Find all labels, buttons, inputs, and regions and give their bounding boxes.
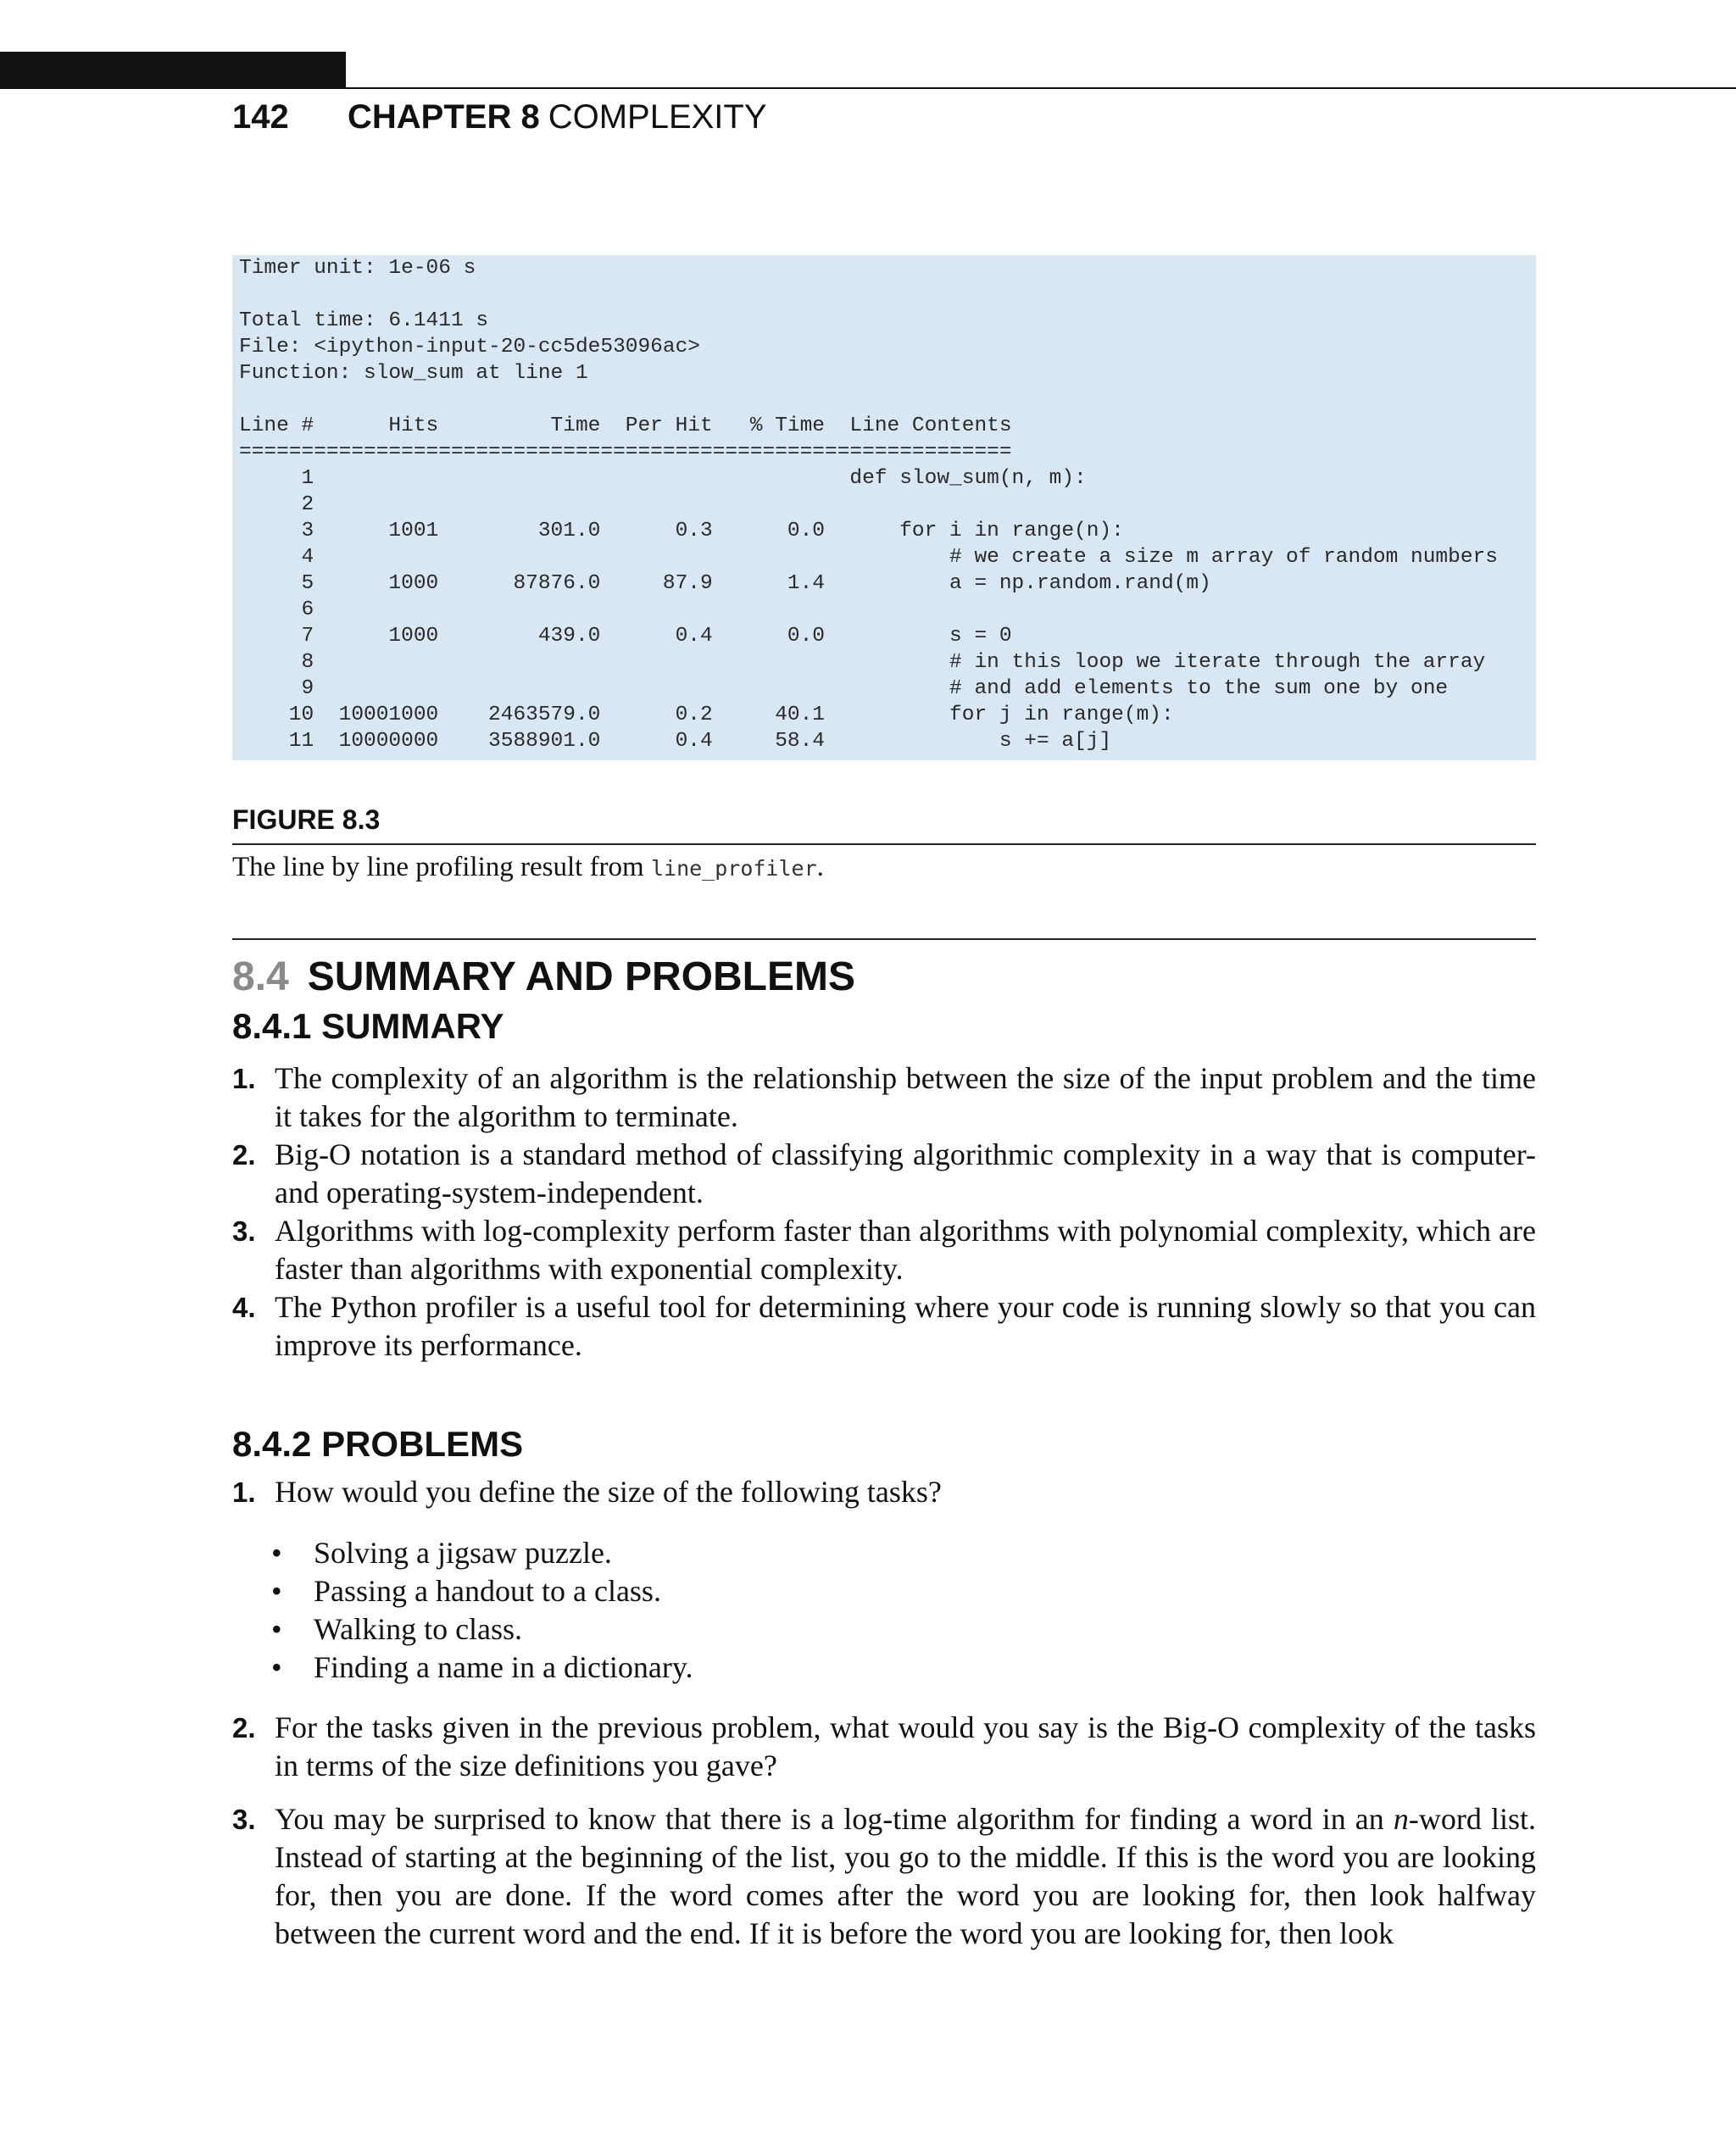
problem-3 bbox=[232, 1800, 1536, 1953]
variable-n: n bbox=[1393, 1802, 1409, 1836]
caption-code: line_profiler bbox=[650, 856, 817, 881]
problem-item: 1. How would you define the size of the following tasks? bbox=[232, 1475, 942, 1509]
caption-text: The line by line profiling result from bbox=[232, 852, 651, 882]
problem-2 bbox=[232, 1709, 1536, 1785]
figure-caption bbox=[232, 848, 824, 888]
page-number: 142 bbox=[232, 98, 289, 136]
code-line: 2 bbox=[239, 493, 314, 516]
figure-rule bbox=[232, 843, 1536, 845]
section-rule bbox=[232, 938, 1536, 940]
problems-heading: 8.4.2 PROBLEMS bbox=[232, 1424, 524, 1464]
profiler-output-box bbox=[232, 255, 1536, 760]
section-title-text: SUMMARY AND PROBLEMS bbox=[307, 954, 855, 999]
task-bullet: • Finding a name in a dictionary. bbox=[271, 1650, 693, 1684]
section-title bbox=[232, 950, 855, 1004]
code-line: Function: slow_sum at line 1 bbox=[239, 362, 588, 385]
code-line: Line # Hits Time Per Hit % Time Line Contents bbox=[239, 414, 1012, 437]
figure-label: FIGURE 8.3 bbox=[232, 804, 381, 835]
task-bullet: • Passing a handout to a class. bbox=[271, 1574, 661, 1608]
summary-item: 2. Big-O notation is a standard method of classifying algorithmic complexity in a way that is computer- and operating-system-independent. bbox=[232, 1137, 1536, 1210]
code-line: 8 # in this loop we iterate through the array bbox=[239, 651, 1486, 674]
summary-item: 4. The Python profiler is a useful tool for determining where your code is running slowly so that you can improve its performance. bbox=[232, 1290, 1536, 1362]
code-line: Total time: 6.1411 s bbox=[239, 309, 489, 332]
summary-list bbox=[232, 1059, 1536, 1365]
code-line: 10 10001000 2463579.0 0.2 40.1 for j in range(m): bbox=[239, 703, 1174, 726]
section-number: 8.4 bbox=[232, 954, 289, 999]
chapter-label: CHAPTER 8 bbox=[348, 98, 540, 136]
caption-end: . bbox=[816, 852, 824, 882]
problem-1 bbox=[232, 1473, 1536, 1511]
task-bullet-list bbox=[271, 1534, 693, 1687]
code-line: 6 bbox=[239, 598, 314, 621]
task-bullet: • Walking to class. bbox=[271, 1612, 523, 1646]
code-line: Timer unit: 1e-06 s bbox=[239, 257, 476, 280]
code-line: 11 10000000 3588901.0 0.4 58.4 s += a[j] bbox=[239, 730, 1112, 753]
summary-heading: 8.4.1 SUMMARY bbox=[232, 1006, 504, 1046]
code-line: 7 1000 439.0 0.4 0.0 s = 0 bbox=[239, 625, 1012, 648]
code-line: 3 1001 301.0 0.3 0.0 for i in range(n): bbox=[239, 520, 1124, 542]
summary-item: 1. The complexity of an algorithm is the relationship between the size of the input problem and the time it takes for the algorithm to terminate. bbox=[232, 1061, 1536, 1133]
code-line: 4 # we create a size m array of random numbers bbox=[239, 546, 1498, 569]
header-rule bbox=[346, 87, 1736, 89]
code-line: 5 1000 87876.0 87.9 1.4 a = np.random.rand(m) bbox=[239, 572, 1211, 595]
problem-item: 2. For the tasks given in the previous problem, what would you say is the Big-O complexity of the tasks in terms of the size definitions you gave? bbox=[232, 1710, 1536, 1782]
code-line: ============================================================== bbox=[239, 441, 1012, 464]
running-head bbox=[232, 95, 767, 139]
code-line: File: <ipython-input-20-cc5de53096ac> bbox=[239, 336, 700, 359]
chapter-name: COMPLEXITY bbox=[548, 98, 767, 136]
task-bullet: • Solving a jigsaw puzzle. bbox=[271, 1536, 612, 1570]
code-line: 1 def slow_sum(n, m): bbox=[239, 467, 1087, 490]
problem-item: 3. You may be surprised to know that there is a log-time algorithm for finding a word in an n-word list. Instead of starting at the beginning of the list, you go to the middle. If this is the word you are looking for, then you are done. If the word comes after the word you are looking for, then look halfway between the current word and the end. If it is before the word you are looking for, then look bbox=[232, 1802, 1536, 1950]
summary-item: 3. Algorithms with log-complexity perform faster than algorithms with polynomial complexity, which are faster than algorithms with exponential complexity. bbox=[232, 1214, 1536, 1286]
code-line: 9 # and add elements to the sum one by one bbox=[239, 677, 1449, 700]
header-black-bar bbox=[0, 52, 346, 89]
